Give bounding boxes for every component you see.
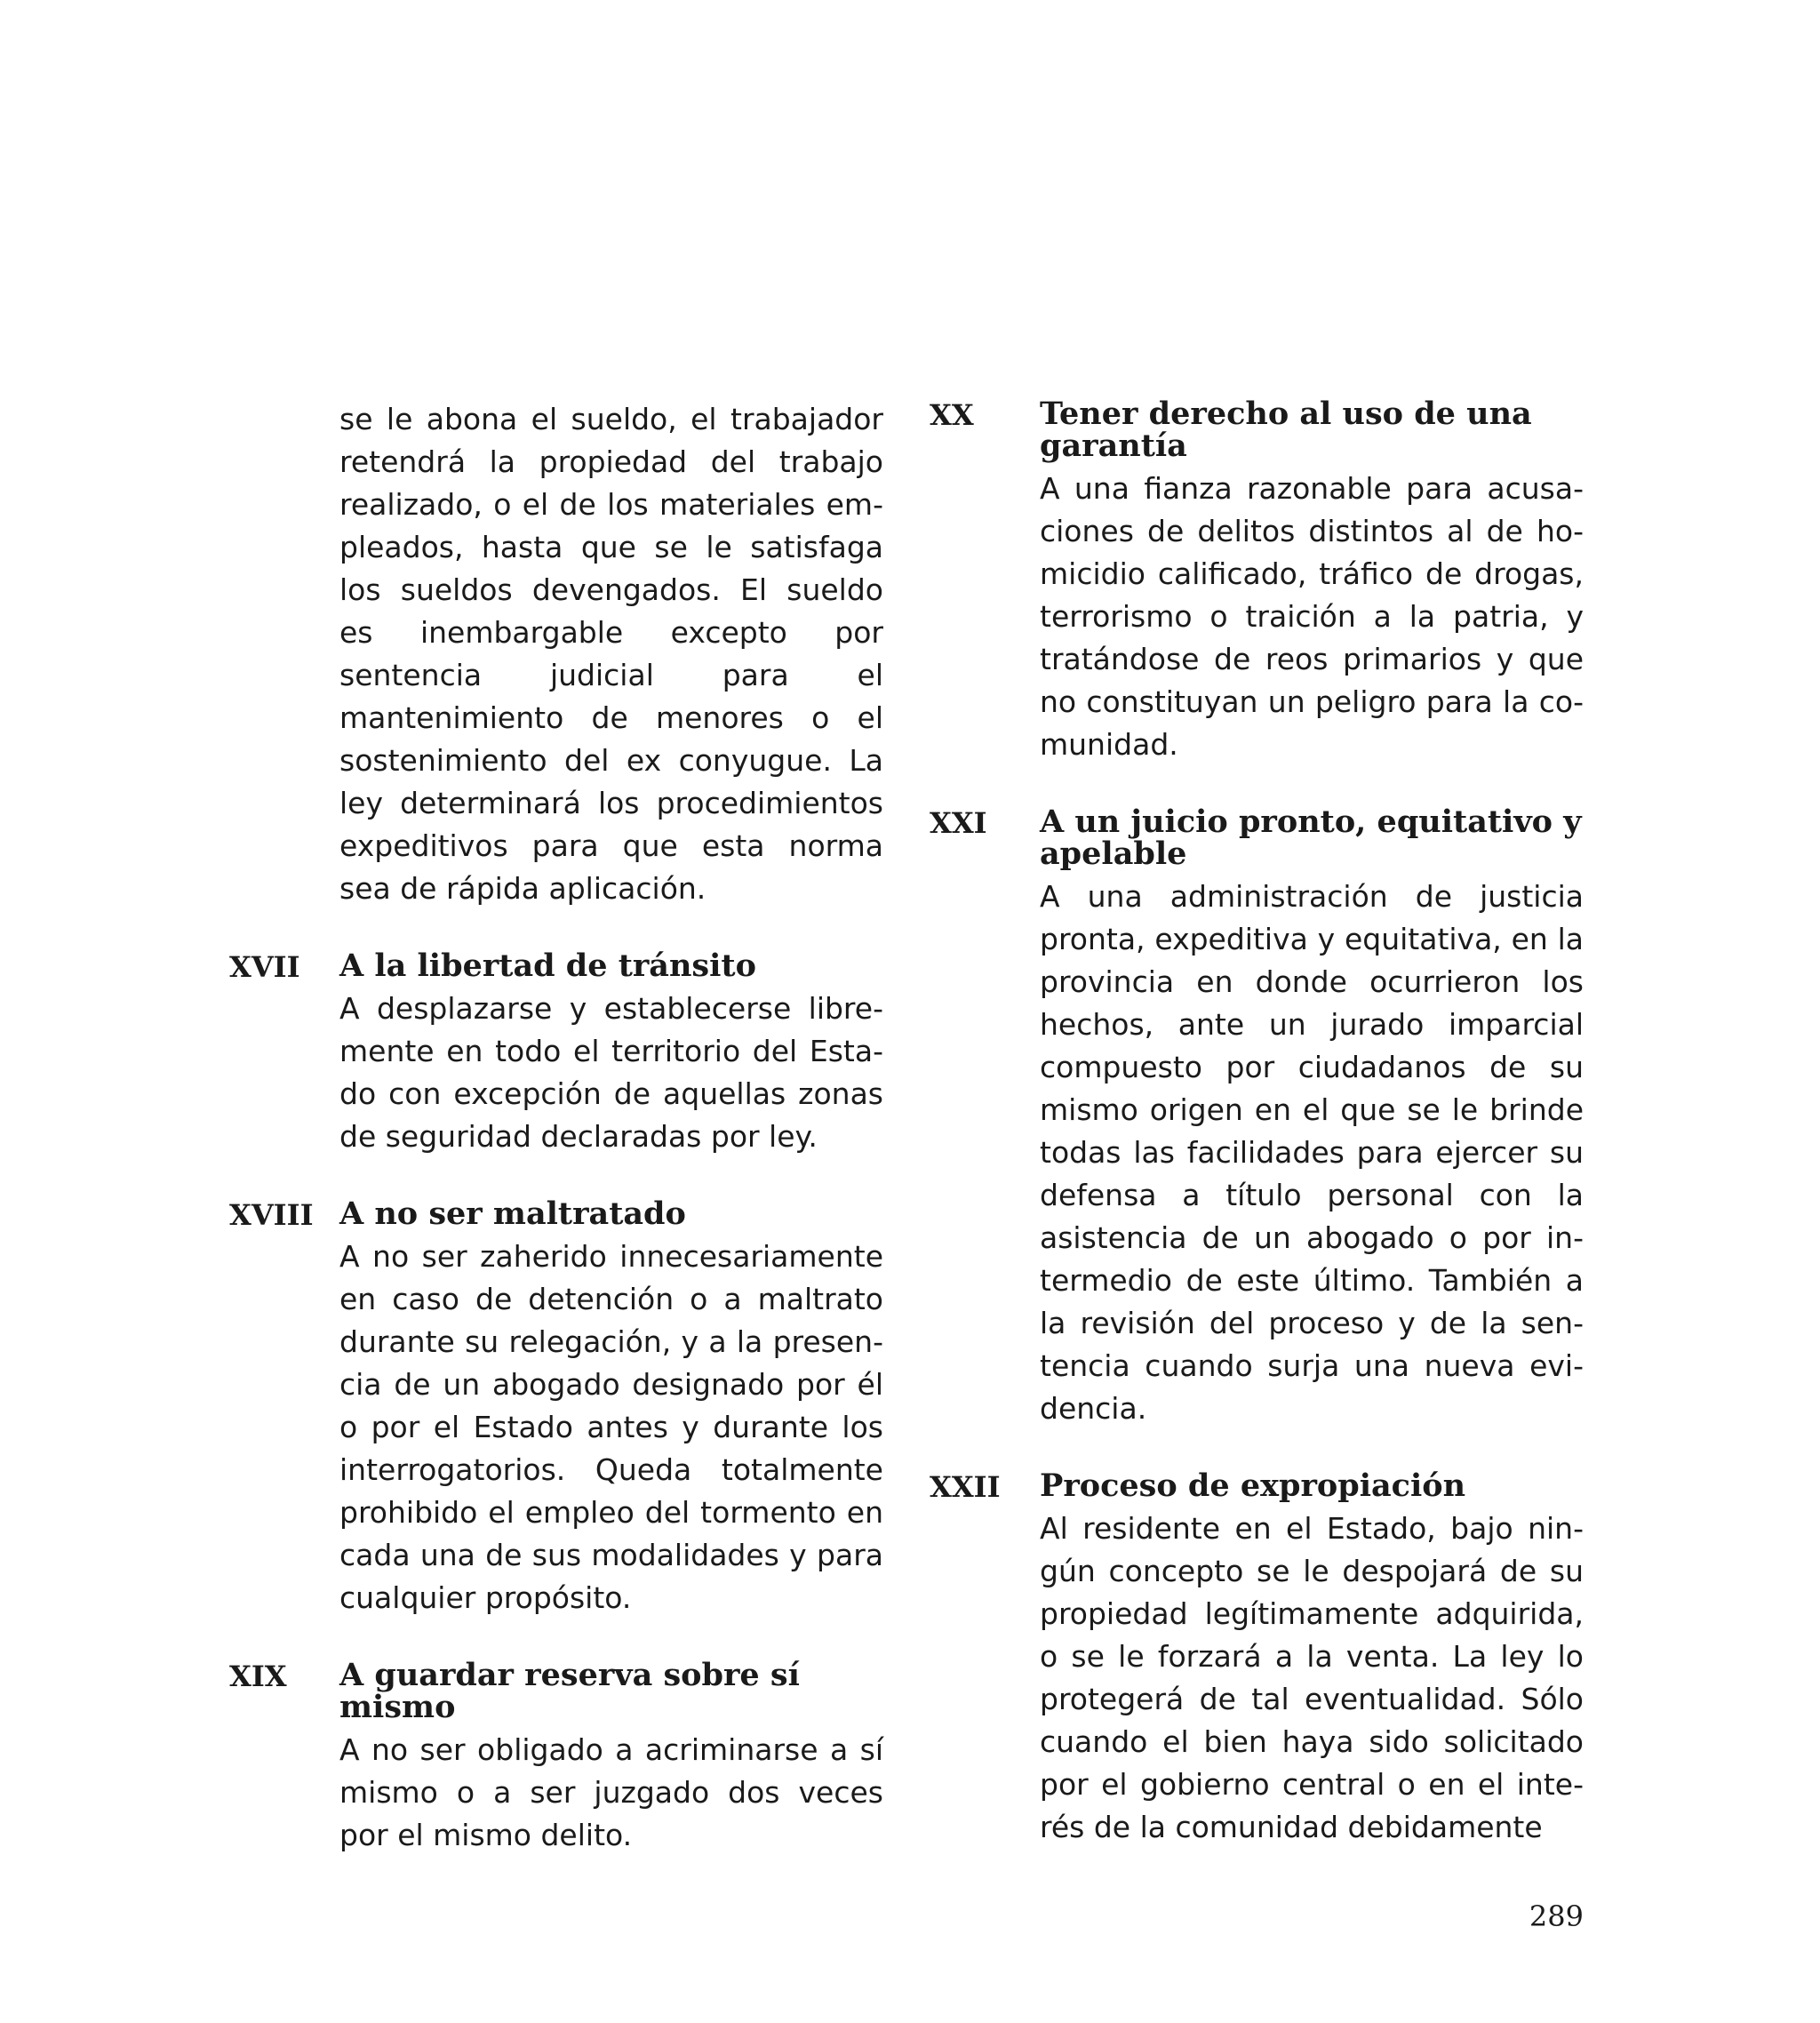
section-body: A no ser zaherido innecesariamente en caso de detención o a maltrato durante su relegación, y a la presencia de un abogado designado por él o por el Estado antes y durante los interrogatorios. Queda totalmente prohibido el empleo del tormento en cada una de sus modalidades y para cualquier propósito. [339, 1239, 883, 1615]
continued-paragraph: se le abona el sueldo, el trabajador retendrá la propiedad del trabajo realizado, o el de los materiales empleados, hasta que se le satisfaga los sueldos devengados. El sueldo es inembargable excepto por sentencia judicial para el mantenimiento de menores o el sostenimiento del ex conyugue. La ley determinará los procedimientos expeditivos para que esta norma sea de rápida aplicación. [339, 402, 883, 906]
section-body: A una administración de justicia pronta, expeditiva y equitativa, en la provincia en donde ocurrieron los hechos, ante un jurado imparcial compuesto por ciudadanos de su mismo origen en el que se le brinde todas las facilidades para ejercer su defensa a título personal con la asistencia de un abogado o por intermedio de este último. También a la revisión del proceso y de la sentencia cuando surja una nueva evidencia. [1040, 879, 1584, 1426]
section-body: A desplazarse y establecerse libremente en todo el territorio del Estado con excepción de aquellas zonas de seguridad declaradas por ley. [339, 991, 883, 1154]
section-xxii [930, 1467, 1584, 1849]
section-title: A no ser maltratado [339, 1195, 686, 1232]
section-title: A la libertad de tránsito [339, 948, 756, 984]
section-xviii [229, 1195, 883, 1619]
section-xvii [229, 950, 883, 1158]
section-title: Proceso de expropiación [1040, 1467, 1466, 1504]
section-title: A guardar reserva sobre sí mismo [339, 1657, 800, 1725]
section-body: A una fianza razonable para acusaciones de delitos distintos al de homicidio calificado, tráfico de drogas, terrorismo o traición a la patria, y tratándose de reos primarios y que no constituyan un peligro para la comunidad. [1040, 471, 1584, 762]
page-number: 289 [1529, 1899, 1584, 1933]
section-xx [930, 398, 1584, 766]
section-number: XX [930, 398, 974, 432]
section-number: XVII [229, 950, 300, 984]
section-number: XIX [229, 1659, 287, 1693]
section-body: A no ser obligado a acriminarse a sí mismo o a ser juzgado dos veces por el mismo delito. [339, 1732, 883, 1852]
section-xxi [930, 806, 1584, 1430]
section-title: A un juicio pronto, equitativo y apelable [1040, 804, 1582, 872]
section-number: XXII [930, 1470, 1001, 1504]
left-column [229, 398, 883, 1857]
section-title: Tener derecho al uso de una garantía [1040, 396, 1532, 464]
section-number: XVIII [229, 1198, 314, 1232]
section-xix [229, 1659, 883, 1857]
right-column [930, 398, 1584, 1849]
section-number: XXI [930, 806, 987, 840]
section-body: Al residente en el Estado, bajo ningún concepto se le despojará de su propiedad legítimamente adquirida, o se le forzará a la venta. La ley lo protegerá de tal eventualidad. Sólo cuando el bien haya sido solicitado por el gobierno central o en el interés de la comunidad debidamente [1040, 1511, 1584, 1844]
